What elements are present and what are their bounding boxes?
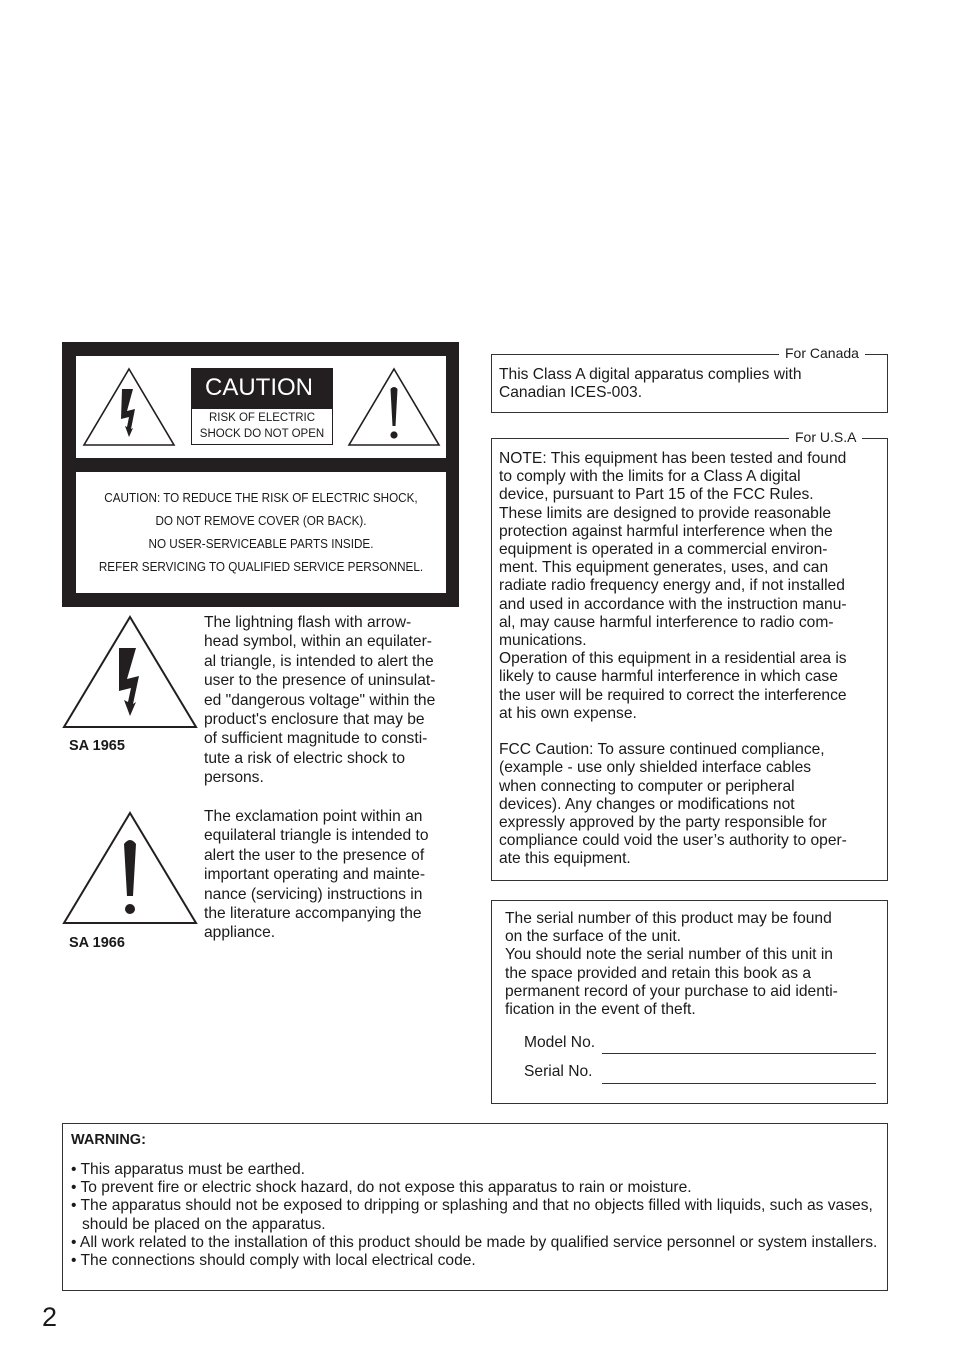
- lightning-symbol-description: [204, 613, 462, 788]
- serial-text-line: You should note the serial number of this unit in: [505, 946, 833, 964]
- warning-item: • This apparatus must be earthed.: [71, 1161, 306, 1178]
- caution-text-line: NO USER-SERVICEABLE PARTS INSIDE.: [148, 536, 374, 551]
- operation-line: Operation of this equipment in a residential area is: [499, 650, 847, 668]
- description-line: head symbol, within an equilater-: [204, 633, 432, 651]
- page-number: 2: [42, 1302, 58, 1332]
- canada-tag: For Canada: [779, 345, 865, 361]
- description-line: The exclamation point within an: [204, 808, 423, 825]
- description-line: of sufficient magnitude to consti-: [204, 730, 428, 748]
- fcc-note: [499, 450, 881, 650]
- caution-title: CAUTION: [191, 368, 333, 408]
- description-line: equilateral triangle is intended to: [204, 827, 429, 845]
- exclamation-triangle-icon: [347, 367, 441, 447]
- lightning-triangle-icon: [62, 614, 198, 730]
- caution-text-line: DO NOT REMOVE COVER (OR BACK).: [155, 513, 367, 528]
- note-line: device, pursuant to Part 15 of the FCC Rules.: [499, 486, 814, 504]
- description-line: the literature accompanying the: [204, 905, 422, 923]
- description-line: persons.: [204, 769, 264, 787]
- model-number-field[interactable]: [602, 1053, 876, 1054]
- caution-subtitle: [191, 408, 333, 445]
- note-line: equipment is operated in a commercial environ-: [499, 541, 828, 559]
- serial-number-row: [524, 1063, 592, 1081]
- note-line: radiate radio frequency energy and, if not installed: [499, 577, 845, 595]
- warning-title: WARNING:: [71, 1132, 146, 1148]
- description-line: product's enclosure that may be: [204, 711, 425, 729]
- note-line: NOTE: This equipment has been tested and found: [499, 450, 847, 467]
- serial-number-field[interactable]: [602, 1083, 876, 1084]
- note-line: protection against harmful interference when the: [499, 522, 833, 540]
- sa-1966-label: SA 1966: [69, 935, 125, 951]
- description-line: The lightning flash with arrow-: [204, 614, 412, 631]
- fcc-caution: [499, 741, 881, 868]
- residential-operation-note: [499, 650, 881, 723]
- description-line: al triangle, is intended to alert the: [204, 652, 434, 670]
- canada-notice-text: [499, 366, 881, 402]
- description-line: user to the presence of uninsulat-: [204, 672, 436, 690]
- caution-text-line: CAUTION: TO REDUCE THE RISK OF ELECTRIC SHOCK,: [104, 490, 418, 505]
- fcc-line: devices). Any changes or modifications not: [499, 795, 795, 813]
- serial-text-line: the space provided and retain this book as a: [505, 964, 812, 982]
- warning-box: [62, 1123, 888, 1291]
- description-line: nance (servicing) instructions in: [204, 885, 423, 903]
- note-line: to comply with the limits for a Class A digital: [499, 468, 801, 486]
- note-line: munications.: [499, 632, 587, 650]
- description-line: important operating and mainte-: [204, 866, 426, 884]
- serial-text-line: The serial number of this product may be found: [505, 910, 832, 927]
- model-number-label: Model No.: [524, 1034, 596, 1051]
- sa-1965-label: SA 1965: [69, 738, 125, 754]
- fcc-line: FCC Caution: To assure continued compliance,: [499, 741, 825, 759]
- note-line: ment. This equipment generates, uses, and can: [499, 559, 829, 577]
- canada-line: Canadian ICES-003.: [499, 384, 643, 402]
- warning-item: • All work related to the installation of this product should be made by qualified service personnel or system installers.: [71, 1233, 878, 1251]
- fcc-line: expressly approved by the party responsible for: [499, 814, 827, 832]
- operation-line: the user will be required to correct the interference: [499, 686, 847, 704]
- note-line: and used in accordance with the instruction manu-: [499, 595, 847, 613]
- lightning-triangle-icon: [82, 367, 176, 447]
- fcc-line: (example - use only shielded interface cables: [499, 759, 812, 777]
- model-number-row: [524, 1034, 595, 1052]
- caution-warning-text: [98, 486, 424, 578]
- caution-subtitle-line: RISK OF ELECTRIC: [208, 412, 316, 424]
- serial-number-label: Serial No.: [524, 1063, 593, 1080]
- description-line: appliance.: [204, 924, 276, 942]
- exclamation-triangle-icon: [62, 810, 198, 926]
- description-line: alert the user to the presence of: [204, 846, 425, 864]
- serial-text-line: on the surface of the unit.: [505, 928, 681, 946]
- fcc-line: when connecting to computer or peripheral: [499, 777, 795, 795]
- serial-number-text: [505, 910, 874, 1019]
- warning-item: • The connections should comply with local electrical code.: [71, 1252, 476, 1270]
- description-line: ed "dangerous voltage" within the: [204, 691, 436, 709]
- operation-line: at his own expense.: [499, 704, 637, 722]
- caution-text-line: REFER SERVICING TO QUALIFIED SERVICE PERSONNEL.: [98, 559, 424, 574]
- caution-subtitle-line: SHOCK DO NOT OPEN: [199, 428, 325, 440]
- serial-text-line: fication in the event of theft.: [505, 1001, 696, 1019]
- canada-line: This Class A digital apparatus complies with: [499, 366, 802, 383]
- usa-notice-text: [499, 450, 881, 869]
- warning-item: • To prevent fire or electric shock hazard, do not expose this apparatus to rain or moisture.: [71, 1179, 692, 1197]
- note-line: al, may cause harmful interference to radio com-: [499, 613, 834, 631]
- fcc-line: ate this equipment.: [499, 850, 631, 868]
- exclamation-symbol-description: [204, 807, 462, 943]
- usa-tag: For U.S.A: [789, 429, 862, 445]
- warning-list: [71, 1161, 880, 1270]
- fcc-line: compliance could void the user’s authority to oper-: [499, 832, 847, 850]
- operation-line: likely to cause harmful interference in which case: [499, 668, 838, 686]
- warning-item: • The apparatus should not be exposed to dripping or splashing and that no objects filled with liquids, such as vases, should be placed on the apparatus.: [71, 1197, 873, 1233]
- serial-text-line: permanent record of your purchase to aid identi-: [505, 982, 838, 1000]
- description-line: tute a risk of electric shock to: [204, 749, 406, 767]
- note-line: These limits are designed to provide reasonable: [499, 504, 831, 522]
